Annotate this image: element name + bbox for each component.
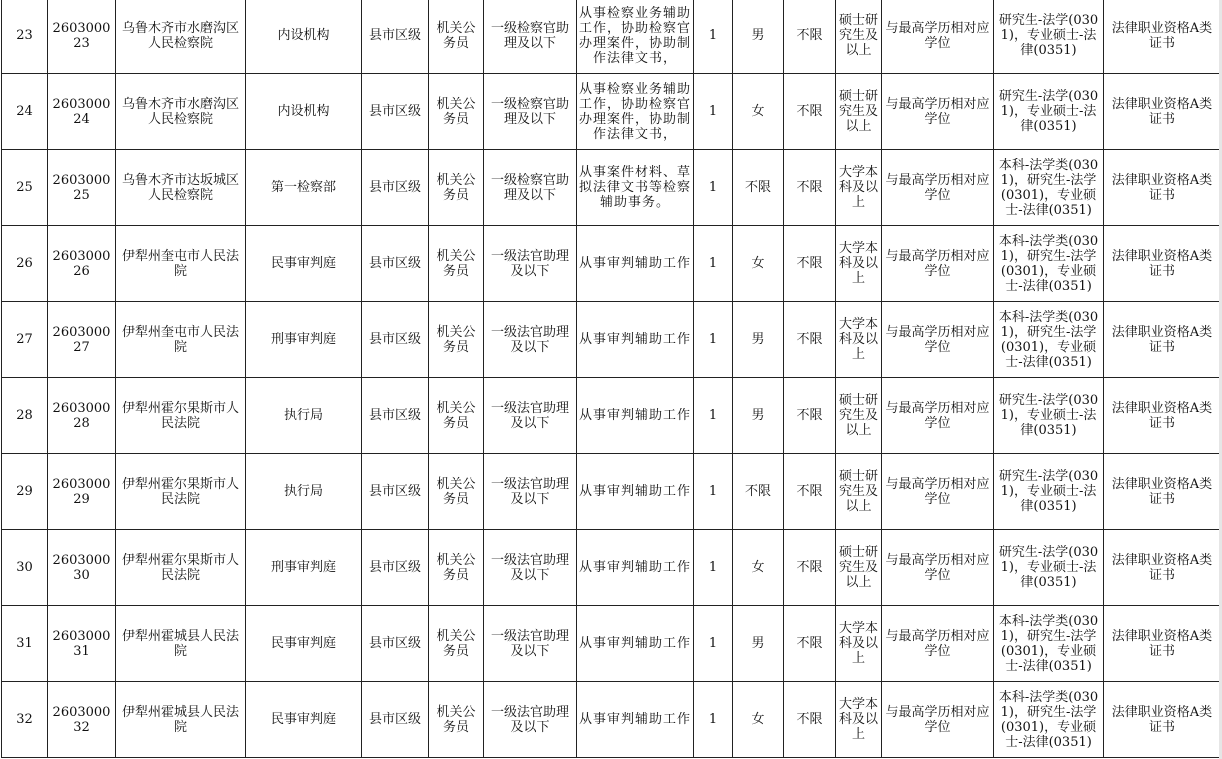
cell-row-number: 26 (2, 226, 48, 302)
cell-gender: 不限 (733, 454, 784, 530)
major-text: 研究生-法学(0301)，专业硕士-法律(0351) (998, 393, 1099, 438)
cell-gender: 男 (733, 606, 784, 682)
cell-ethnicity: 不限 (784, 0, 836, 74)
cell-position-type: 机关公务员 (429, 378, 484, 454)
job-duty-text: 从事审判辅助工作 (579, 712, 691, 727)
cell-hire-count: 1 (694, 226, 733, 302)
cell-unit-level: 县市区级 (362, 0, 429, 74)
cell-education: 硕士研究生及以上 (836, 0, 882, 74)
job-duty-text: 从事审判辅助工作 (579, 256, 691, 271)
major-text: 本科-法学类(0301)，研究生-法学(0301)，专业硕士-法律(0351) (998, 689, 1099, 750)
table-row (2, 74, 1221, 150)
job-duty-text: 从事审判辅助工作 (579, 484, 691, 499)
cell-department: 刑事审判庭 (246, 302, 362, 378)
major-text: 本科-法学类(0301)，研究生-法学(0301)，专业硕士-法律(0351) (998, 613, 1099, 674)
cell-job-duty (577, 454, 694, 530)
cell-ethnicity: 不限 (784, 74, 836, 150)
cell-position-code: 260300032 (48, 682, 116, 758)
cell-row-number: 31 (2, 606, 48, 682)
cell-job-duty (577, 378, 694, 454)
cell-employer-unit: 伊犁州霍尔果斯市人民法院 (116, 378, 246, 454)
cell-position-type: 机关公务员 (429, 0, 484, 74)
cell-position-type: 机关公务员 (429, 302, 484, 378)
cell-position-rank: 一级法官助理及以下 (484, 682, 577, 758)
cell-education: 大学本科及以上 (836, 302, 882, 378)
cell-position-code: 260300030 (48, 530, 116, 606)
table-row (2, 302, 1221, 378)
cell-position-rank: 一级法官助理及以下 (484, 606, 577, 682)
cell-hire-count: 1 (694, 302, 733, 378)
cell-ethnicity: 不限 (784, 606, 836, 682)
cell-gender: 男 (733, 0, 784, 74)
cell-job-duty (577, 302, 694, 378)
cell-row-number: 32 (2, 682, 48, 758)
cell-unit-level: 县市区级 (362, 454, 429, 530)
cell-major (994, 682, 1104, 758)
cell-position-rank: 一级检察官助理及以下 (484, 150, 577, 226)
major-text: 本科-法学类(0301)，研究生-法学(0301)，专业硕士-法律(0351) (998, 233, 1099, 294)
cell-major (994, 302, 1104, 378)
cell-major (994, 74, 1104, 150)
cell-employer-unit: 乌鲁木齐市达坂城区人民检察院 (116, 150, 246, 226)
major-text: 研究生-法学(0301)，专业硕士-法律(0351) (998, 545, 1099, 590)
job-duty-text: 从事案件材料、草拟法律文书等检察辅助事务。 (579, 165, 691, 210)
cell-position-rank: 一级法官助理及以下 (484, 226, 577, 302)
cell-department: 执行局 (246, 378, 362, 454)
cell-gender: 女 (733, 530, 784, 606)
cell-ethnicity: 不限 (784, 150, 836, 226)
cell-position-rank: 一级法官助理及以下 (484, 302, 577, 378)
cell-hire-count: 1 (694, 378, 733, 454)
cell-ethnicity: 不限 (784, 530, 836, 606)
cell-major (994, 606, 1104, 682)
cell-position-code: 260300024 (48, 74, 116, 150)
table-row (2, 682, 1221, 758)
job-duty-text: 从事审判辅助工作 (579, 408, 691, 423)
cell-hire-count: 1 (694, 0, 733, 74)
cell-department: 第一检察部 (246, 150, 362, 226)
cell-degree: 与最高学历相对应学位 (882, 150, 994, 226)
cell-row-number: 30 (2, 530, 48, 606)
cell-certificate: 法律职业资格A类证书 (1104, 378, 1221, 454)
cell-row-number: 27 (2, 302, 48, 378)
cell-position-rank: 一级检察官助理及以下 (484, 74, 577, 150)
cell-position-rank: 一级法官助理及以下 (484, 454, 577, 530)
cell-row-number: 23 (2, 0, 48, 74)
cell-row-number: 29 (2, 454, 48, 530)
cell-position-code: 260300023 (48, 0, 116, 74)
job-duty-text: 从事审判辅助工作 (579, 560, 691, 575)
cell-unit-level: 县市区级 (362, 378, 429, 454)
cell-major (994, 454, 1104, 530)
cell-hire-count: 1 (694, 74, 733, 150)
table-row (2, 0, 1221, 74)
cell-job-duty (577, 530, 694, 606)
cell-ethnicity: 不限 (784, 226, 836, 302)
cell-degree: 与最高学历相对应学位 (882, 454, 994, 530)
cell-gender: 男 (733, 302, 784, 378)
cell-hire-count: 1 (694, 454, 733, 530)
cell-certificate: 法律职业资格A类证书 (1104, 454, 1221, 530)
cell-certificate: 法律职业资格A类证书 (1104, 682, 1221, 758)
cell-row-number: 28 (2, 378, 48, 454)
cell-education: 大学本科及以上 (836, 606, 882, 682)
cell-position-code: 260300025 (48, 150, 116, 226)
cell-department: 执行局 (246, 454, 362, 530)
cell-position-type: 机关公务员 (429, 74, 484, 150)
cell-unit-level: 县市区级 (362, 226, 429, 302)
cell-ethnicity: 不限 (784, 682, 836, 758)
cell-education: 硕士研究生及以上 (836, 378, 882, 454)
major-text: 研究生-法学(0301)，专业硕士-法律(0351) (998, 469, 1099, 514)
cell-degree: 与最高学历相对应学位 (882, 606, 994, 682)
cell-employer-unit: 伊犁州霍城县人民法院 (116, 682, 246, 758)
cell-position-type: 机关公务员 (429, 682, 484, 758)
cell-degree: 与最高学历相对应学位 (882, 530, 994, 606)
cell-education: 大学本科及以上 (836, 226, 882, 302)
cell-unit-level: 县市区级 (362, 606, 429, 682)
cell-degree: 与最高学历相对应学位 (882, 74, 994, 150)
cell-education: 大学本科及以上 (836, 150, 882, 226)
cell-department: 内设机构 (246, 74, 362, 150)
cell-gender: 女 (733, 682, 784, 758)
cell-department: 内设机构 (246, 0, 362, 74)
cell-hire-count: 1 (694, 606, 733, 682)
cell-unit-level: 县市区级 (362, 530, 429, 606)
cell-ethnicity: 不限 (784, 302, 836, 378)
cell-hire-count: 1 (694, 150, 733, 226)
cell-major (994, 0, 1104, 74)
cell-employer-unit: 伊犁州霍城县人民法院 (116, 606, 246, 682)
cell-unit-level: 县市区级 (362, 74, 429, 150)
cell-certificate: 法律职业资格A类证书 (1104, 302, 1221, 378)
major-text: 研究生-法学(0301)，专业硕士-法律(0351) (998, 13, 1099, 58)
cell-position-code: 260300031 (48, 606, 116, 682)
cell-certificate: 法律职业资格A类证书 (1104, 530, 1221, 606)
recruitment-table (1, 0, 1221, 758)
cell-unit-level: 县市区级 (362, 682, 429, 758)
job-duty-text: 从事审判辅助工作 (579, 636, 691, 651)
cell-job-duty (577, 150, 694, 226)
job-duty-text: 从事检察业务辅助工作，协助检察官办理案件，协助制作法律文书， (579, 81, 691, 142)
job-duty-text: 从事检察业务辅助工作，协助检察官办理案件，协助制作法律文书， (579, 5, 691, 66)
cell-hire-count: 1 (694, 682, 733, 758)
cell-position-type: 机关公务员 (429, 606, 484, 682)
cell-degree: 与最高学历相对应学位 (882, 378, 994, 454)
cell-job-duty (577, 226, 694, 302)
job-duty-text: 从事审判辅助工作 (579, 332, 691, 347)
cell-employer-unit: 伊犁州霍尔果斯市人民法院 (116, 454, 246, 530)
major-text: 本科-法学类(0301)，研究生-法学(0301)，专业硕士-法律(0351) (998, 309, 1099, 370)
cell-position-type: 机关公务员 (429, 454, 484, 530)
cell-unit-level: 县市区级 (362, 150, 429, 226)
cell-position-code: 260300028 (48, 378, 116, 454)
cell-employer-unit: 伊犁州奎屯市人民法院 (116, 226, 246, 302)
cell-job-duty (577, 606, 694, 682)
cell-major (994, 226, 1104, 302)
cell-certificate: 法律职业资格A类证书 (1104, 606, 1221, 682)
cell-employer-unit: 乌鲁木齐市水磨沟区人民检察院 (116, 0, 246, 74)
table-row (2, 226, 1221, 302)
cell-major (994, 378, 1104, 454)
cell-job-duty (577, 74, 694, 150)
cell-position-type: 机关公务员 (429, 150, 484, 226)
cell-gender: 不限 (733, 150, 784, 226)
cell-certificate: 法律职业资格A类证书 (1104, 0, 1221, 74)
cell-degree: 与最高学历相对应学位 (882, 226, 994, 302)
cell-major (994, 530, 1104, 606)
cell-unit-level: 县市区级 (362, 302, 429, 378)
cell-position-type: 机关公务员 (429, 226, 484, 302)
cell-gender: 女 (733, 226, 784, 302)
cell-position-code: 260300026 (48, 226, 116, 302)
cell-department: 民事审判庭 (246, 226, 362, 302)
cell-degree: 与最高学历相对应学位 (882, 302, 994, 378)
table-row (2, 530, 1221, 606)
cell-position-rank: 一级法官助理及以下 (484, 378, 577, 454)
major-text: 本科-法学类(0301)，研究生-法学(0301)，专业硕士-法律(0351) (998, 157, 1099, 218)
table-row (2, 606, 1221, 682)
cell-job-duty (577, 0, 694, 74)
cell-education: 硕士研究生及以上 (836, 74, 882, 150)
cell-position-type: 机关公务员 (429, 530, 484, 606)
cell-certificate: 法律职业资格A类证书 (1104, 150, 1221, 226)
cell-education: 大学本科及以上 (836, 682, 882, 758)
cell-gender: 女 (733, 74, 784, 150)
cell-degree: 与最高学历相对应学位 (882, 0, 994, 74)
cell-department: 民事审判庭 (246, 606, 362, 682)
cell-certificate: 法律职业资格A类证书 (1104, 74, 1221, 150)
cell-education: 硕士研究生及以上 (836, 454, 882, 530)
table-row (2, 378, 1221, 454)
cell-job-duty (577, 682, 694, 758)
cell-position-rank: 一级检察官助理及以下 (484, 0, 577, 74)
cell-ethnicity: 不限 (784, 454, 836, 530)
cell-employer-unit: 乌鲁木齐市水磨沟区人民检察院 (116, 74, 246, 150)
cell-position-rank: 一级法官助理及以下 (484, 530, 577, 606)
cell-employer-unit: 伊犁州霍尔果斯市人民法院 (116, 530, 246, 606)
table-body (2, 0, 1221, 758)
cell-row-number: 24 (2, 74, 48, 150)
table-row (2, 150, 1221, 226)
cell-position-code: 260300029 (48, 454, 116, 530)
major-text: 研究生-法学(0301)，专业硕士-法律(0351) (998, 89, 1099, 134)
cell-department: 刑事审判庭 (246, 530, 362, 606)
cell-certificate: 法律职业资格A类证书 (1104, 226, 1221, 302)
cell-ethnicity: 不限 (784, 378, 836, 454)
cell-position-code: 260300027 (48, 302, 116, 378)
cell-education: 硕士研究生及以上 (836, 530, 882, 606)
cell-gender: 男 (733, 378, 784, 454)
cell-major (994, 150, 1104, 226)
cell-degree: 与最高学历相对应学位 (882, 682, 994, 758)
cell-hire-count: 1 (694, 530, 733, 606)
cell-department: 民事审判庭 (246, 682, 362, 758)
table-row (2, 454, 1221, 530)
cell-employer-unit: 伊犁州奎屯市人民法院 (116, 302, 246, 378)
cell-row-number: 25 (2, 150, 48, 226)
